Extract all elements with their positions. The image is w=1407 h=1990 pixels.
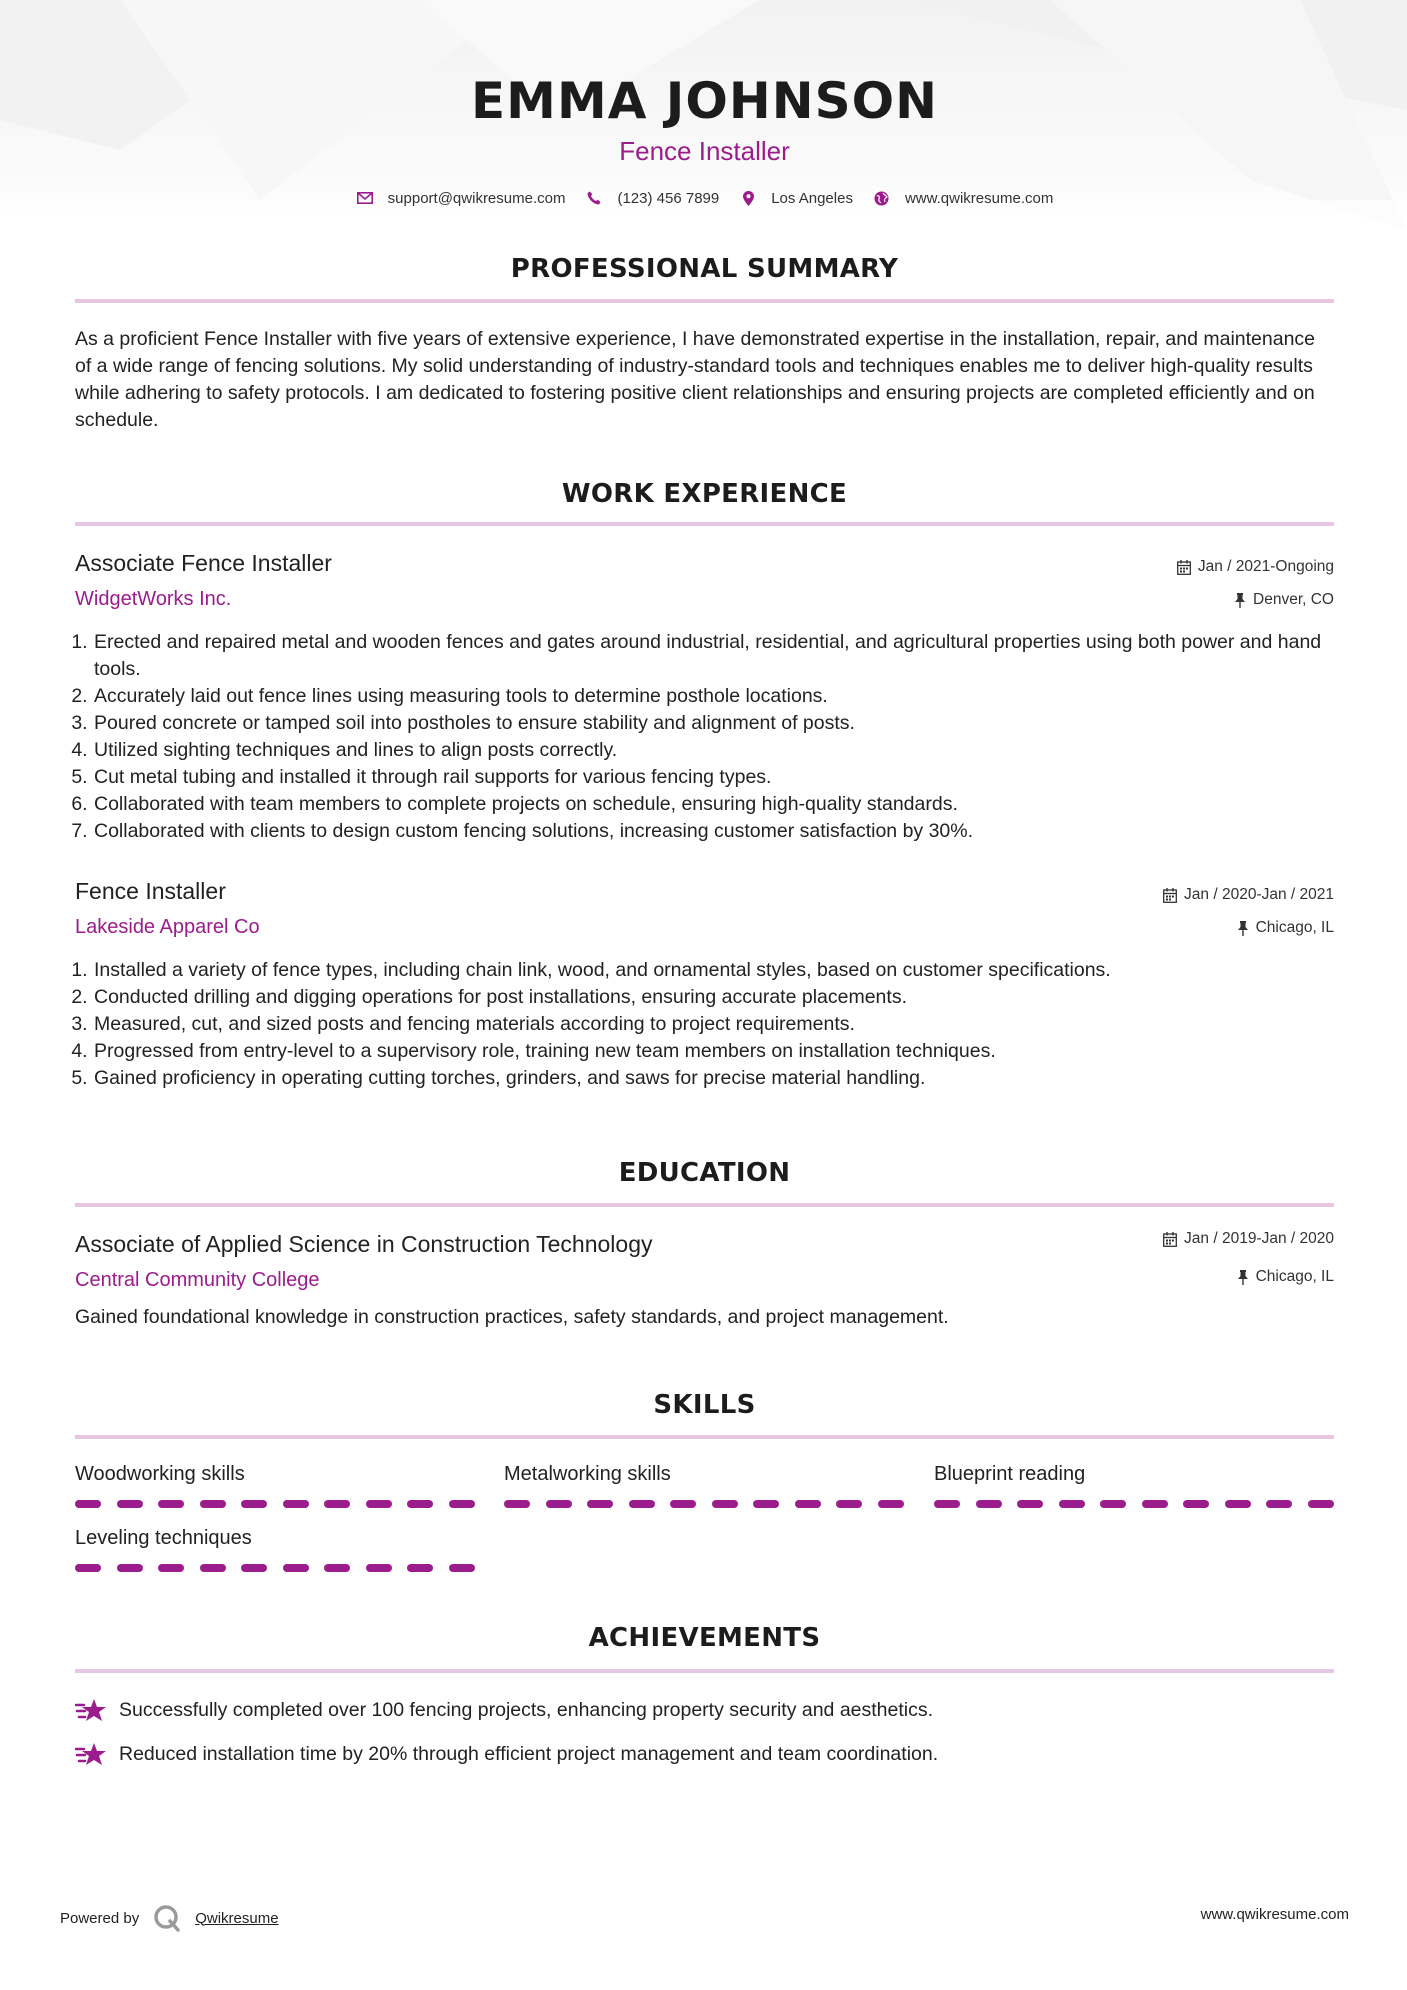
contact-phone[interactable]	[585, 189, 719, 207]
education-location-text: Chicago, IL	[1255, 1268, 1334, 1285]
pushpin-icon	[1234, 593, 1246, 608]
experience-heading: WORK EXPERIENCE	[561, 479, 848, 509]
skill-rating-bar	[504, 1500, 904, 1508]
candidate-name: EMMA JOHNSON	[471, 72, 938, 130]
contact-bar	[75, 189, 1334, 207]
job-dates	[1177, 558, 1334, 576]
calendar-icon	[1177, 560, 1191, 575]
skills-heading: SKILLS	[653, 1390, 756, 1420]
job-location-text: Chicago, IL	[1255, 919, 1334, 936]
job-location-text: Denver, CO	[1253, 591, 1334, 608]
experience-divider	[75, 522, 1334, 526]
phone-icon	[585, 189, 603, 207]
school-name: Central Community College	[75, 1269, 320, 1291]
job-bullets	[75, 957, 1334, 1092]
skill-rating-bar	[75, 1500, 475, 1508]
degree-title: Associate of Applied Science in Construction Technology	[75, 1231, 653, 1257]
job-dates-text: Jan / 2021-Ongoing	[1197, 558, 1334, 575]
location-text: Los Angeles	[771, 189, 853, 207]
list-item: 3. Poured concrete or tamped soil into postholes to ensure stability and alignment of posts.	[93, 710, 1334, 737]
calendar-icon	[1163, 1232, 1177, 1247]
achievement-text: Reduced installation time by 20% through efficient project management and team coordination.	[119, 1742, 939, 1765]
powered-by-label: Powered by	[60, 1909, 140, 1927]
list-item: 1. Erected and repaired metal and wooden fences and gates around industrial, residential, and agricultural properties using both power and hand tools.	[93, 629, 1334, 683]
contact-website[interactable]	[873, 189, 1053, 207]
skill-item	[934, 1463, 1334, 1508]
job-bullets	[75, 629, 1334, 845]
list-item: 5. Gained proficiency in operating cutting torches, grinders, and saws for precise material handling.	[93, 1065, 1334, 1092]
education-dates	[1163, 1230, 1334, 1248]
skills-divider	[75, 1435, 1334, 1439]
pushpin-icon	[1237, 1270, 1249, 1285]
email-text: support@qwikresume.com	[387, 189, 566, 207]
shooting-star-icon	[75, 1697, 107, 1723]
education-heading: EDUCATION	[618, 1158, 791, 1188]
list-item: 4. Utilized sighting techniques and lines to align posts correctly.	[93, 737, 1334, 764]
pushpin-icon	[1237, 921, 1249, 936]
envelope-icon	[356, 189, 374, 207]
footer-website[interactable]: www.qwikresume.com	[1200, 1906, 1349, 1923]
skill-name: Woodworking skills	[75, 1463, 245, 1485]
globe-icon	[873, 189, 891, 207]
candidate-title: Fence Installer	[619, 136, 790, 166]
qwikresume-logo-icon	[153, 1904, 181, 1932]
achievements-heading: ACHIEVEMENTS	[588, 1623, 821, 1653]
job-company: Lakeside Apparel Co	[75, 916, 260, 938]
education-divider	[75, 1203, 1334, 1207]
list-item: 6. Collaborated with team members to complete projects on schedule, ensuring high-quality standards.	[93, 791, 1334, 818]
list-item: 3. Measured, cut, and sized posts and fencing materials according to project requirements.	[93, 1011, 1334, 1038]
education-dates-text: Jan / 2019-Jan / 2020	[1184, 1230, 1334, 1247]
contact-email[interactable]	[356, 189, 566, 207]
skill-name: Blueprint reading	[934, 1463, 1086, 1485]
job-location	[1237, 919, 1334, 937]
job-dates-text: Jan / 2020-Jan / 2021	[1184, 886, 1334, 903]
skill-rating-bar	[934, 1500, 1334, 1508]
skill-item	[504, 1463, 904, 1508]
education-description: Gained foundational knowledge in construction practices, safety standards, and project management.	[75, 1306, 949, 1328]
list-item: 1. Installed a variety of fence types, including chain link, wood, and ornamental styles, based on customer specifications.	[93, 957, 1334, 984]
map-pin-icon	[739, 189, 757, 207]
skill-item	[75, 1463, 475, 1508]
summary-divider	[75, 299, 1334, 303]
achievement-text: Successfully completed over 100 fencing projects, enhancing property security and aesthetics.	[119, 1698, 934, 1721]
summary-text: As a proficient Fence Installer with five years of extensive experience, I have demonstrated expertise in the installation, repair, and maintenance of a wide range of fencing solutions. My solid understanding of industry-standard tools and techniques enables me to deliver high-quality results while adhering to safety protocols. I am dedicated to fostering positive client relationships and ensuring projects are completed efficiently and on schedule.	[75, 328, 1316, 431]
achievement-item	[75, 1741, 938, 1767]
education-location	[1237, 1268, 1334, 1286]
achievement-item	[75, 1697, 933, 1723]
list-item: 4. Progressed from entry-level to a supervisory role, training new team members on installation techniques.	[93, 1038, 1334, 1065]
skill-name: Leveling techniques	[75, 1527, 252, 1549]
list-item: 5. Cut metal tubing and installed it through rail supports for various fencing types.	[93, 764, 1334, 791]
job-role: Fence Installer	[75, 878, 226, 904]
footer-powered-by	[60, 1904, 279, 1932]
list-item: 7. Collaborated with clients to design custom fencing solutions, increasing customer satisfaction by 30%.	[93, 818, 1334, 845]
skill-name: Metalworking skills	[504, 1463, 671, 1485]
contact-location	[739, 189, 853, 207]
achievements-divider	[75, 1669, 1334, 1673]
header-background-shapes	[0, 0, 1407, 260]
list-item: 2. Conducted drilling and digging operations for post installations, ensuring accurate placements.	[93, 984, 1334, 1011]
job-company: WidgetWorks Inc.	[75, 588, 232, 610]
qwikresume-link[interactable]: Qwikresume	[195, 1909, 279, 1927]
calendar-icon	[1163, 888, 1177, 903]
summary-heading: PROFESSIONAL SUMMARY	[510, 254, 899, 284]
job-location	[1234, 591, 1334, 609]
shooting-star-icon	[75, 1741, 107, 1767]
job-role: Associate Fence Installer	[75, 550, 332, 576]
job-dates	[1163, 886, 1334, 904]
list-item: 2. Accurately laid out fence lines using measuring tools to determine posthole locations.	[93, 683, 1334, 710]
skill-item	[75, 1527, 475, 1572]
website-text: www.qwikresume.com	[904, 189, 1054, 207]
skill-rating-bar	[75, 1564, 475, 1572]
phone-text: (123) 456 7899	[617, 189, 720, 207]
